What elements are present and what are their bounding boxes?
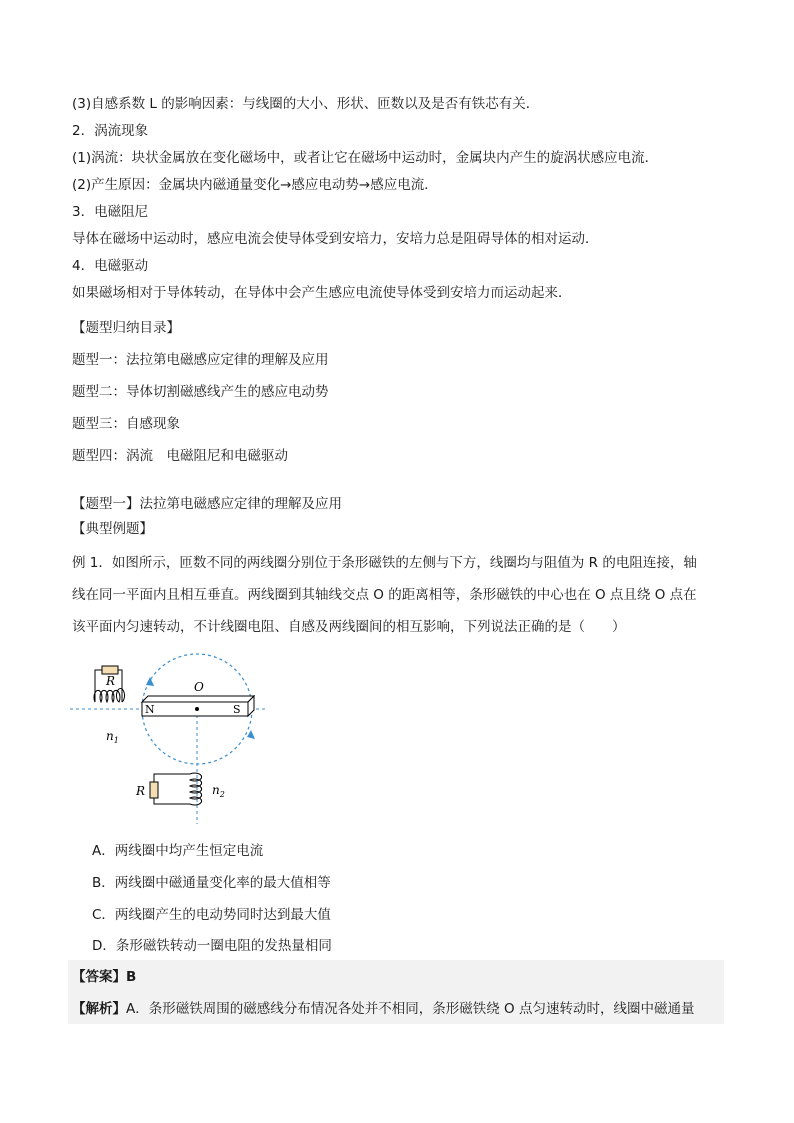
option-d: D．条形磁铁转动一圈电阻的发热量相同 [92,938,332,954]
coil-n2 [190,773,202,805]
theory-line-eddy-definition: (1)涡流：块状金属放在变化磁场中，或者让它在磁场中运动时，金属块内产生的旋涡状感应电流． [72,150,659,166]
analysis-text: A．条形磁铁周围的磁感线分布情况各处并不相同，条形磁铁绕 O 点匀速转动时，线圈中磁通量 [126,1001,695,1017]
answer-value: B [126,969,137,985]
example-text-line: 该平面内匀速转动，不计线圈电阻、自感及两线圈间的相互影响，下列说法正确的是（ ） [72,619,626,635]
answer-label: 【答案】 [72,969,126,985]
answer-line [72,967,136,987]
section-title: 【题型一】法拉第电磁感应定律的理解及应用 [72,496,342,512]
catalog-item: 题型四：涡流 电磁阻尼和电磁驱动 [72,448,288,464]
catalog-item: 题型三：自感现象 [72,416,180,432]
example-text-line: 例 1．如图所示，匝数不同的两线圈分别位于条形磁铁的左侧与下方，线圈均与阻值为 R 的电阻连接，轴 [72,555,697,571]
magnet-pole-n-label: N [145,703,155,716]
example-text-line: 线在同一平面内且相互垂直。两线圈到其轴线交点 O 的距离相等，条形磁铁的中心也在 O 点且绕 O 点在 [72,587,697,603]
heading-em-damping: 3．电磁阻尼 [72,204,149,220]
magnet-coils-diagram [70,652,270,832]
theory-line-em-drive: 如果磁场相对于导体转动，在导体中会产生感应电流使导体受到安培力而运动起来． [72,285,572,301]
resistor-top-label: R [106,674,116,688]
catalog-item: 题型一：法拉第电磁感应定律的理解及应用 [72,352,329,368]
heading-eddy-current: 2．涡流现象 [72,123,149,139]
resistor-bottom-label: R [136,784,146,798]
rotation-arrow-icon [146,677,154,686]
section-subtitle: 【典型例题】 [72,521,153,537]
analysis-line [72,999,694,1019]
option-c: C．两线圈产生的电动势同时达到最大值 [92,907,331,923]
magnet-pole-s-label: S [233,703,241,716]
rotation-arrow-icon [247,730,255,739]
theory-line-em-damping: 导体在磁场中运动时，感应电流会使导体受到安培力，安培力总是阻碍导体的相对运动． [72,231,599,247]
heading-em-drive: 4．电磁驱动 [72,258,149,274]
bottom-coil-circuit [150,773,202,805]
coil-n1 [94,689,125,702]
center-point [195,707,199,711]
theory-line-self-inductance: (3)自感系数 L 的影响因素：与线圈的大小、形状、匝数以及是否有铁芯有关． [72,96,540,112]
option-b: B．两线圈中磁通量变化率的最大值相等 [92,875,331,891]
coil-n2-label: $n_2$ [212,783,225,799]
center-o-label: O [194,680,204,694]
catalog-title: 【题型归纳目录】 [72,320,180,336]
analysis-label: 【解析】 [72,1001,126,1017]
resistor-top [102,666,118,674]
coil-n1-label: $n_1$ [106,729,119,745]
option-a: A．两线圈中均产生恒定电流 [92,843,264,859]
catalog-item: 题型二：导体切割磁感线产生的感应电动势 [72,384,329,400]
resistor-bottom [150,782,158,798]
theory-line-eddy-cause: (2)产生原因：金属块内磁通量变化→感应电动势→感应电流． [72,177,438,193]
